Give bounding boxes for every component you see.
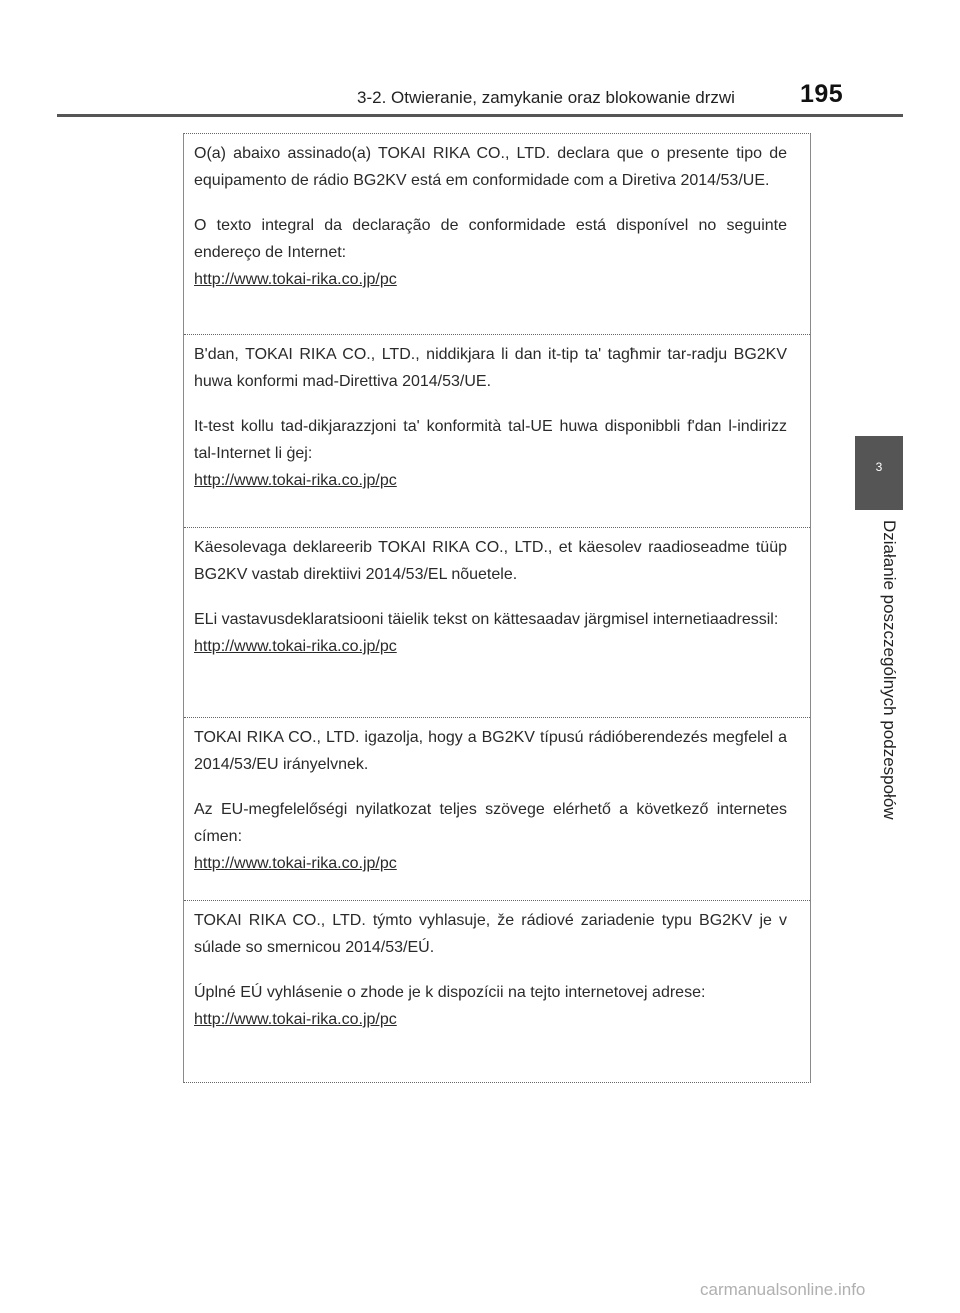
declaration-statement: TOKAI RIKA CO., LTD. igazolja, hogy a BG2KV típusú rádióberendezés megfelel a 2014/53/EU irányelvnek. <box>194 729 787 773</box>
declaration-availability: It-test kollu tad-dikjarazzjoni ta' konformità tal-UE huwa disponibbli f'dan l-indirizz tal-Internet li ġej: <box>194 418 787 462</box>
declaration-url-link[interactable]: http://www.tokai-rika.co.jp/pc <box>194 271 397 288</box>
declaration-url-link[interactable]: http://www.tokai-rika.co.jp/pc <box>194 472 397 489</box>
declaration-availability: ELi vastavusdeklaratsiooni täielik tekst on kättesaadav järgmisel internetiaadressil: <box>194 611 779 628</box>
declaration-statement: TOKAI RIKA CO., LTD. týmto vyhlasuje, že rádiové zariadenie typu BG2KV je v súlade so smernicou 2014/53/EÚ. <box>194 912 787 956</box>
declarations-table <box>183 133 811 1083</box>
declaration-estonian <box>184 527 810 717</box>
declaration-statement: B'dan, TOKAI RIKA CO., LTD., niddikjara li dan it-tip ta' tagħmir tar-radju BG2KV huwa konformi mad-Direttiva 2014/53/UE. <box>194 346 787 390</box>
declaration-url-link[interactable]: http://www.tokai-rika.co.jp/pc <box>194 855 397 872</box>
declaration-availability: Az EU-megfelelőségi nyilatkozat teljes szövege elérhető a következő internetes címen: <box>194 801 787 845</box>
chapter-label: Działanie poszczególnych podzespołów <box>880 520 899 820</box>
declaration-slovak <box>184 900 810 1082</box>
declaration-hungarian <box>184 717 810 900</box>
declaration-availability: O texto integral da declaração de conformidade está disponível no seguinte endereço de Internet: <box>194 217 787 261</box>
page-number: 195 <box>800 80 844 108</box>
chapter-number: 3 <box>875 460 883 474</box>
declaration-maltese <box>184 334 810 527</box>
page-header <box>0 0 960 118</box>
chapter-tab <box>855 436 903 510</box>
declaration-statement: O(a) abaixo assinado(a) TOKAI RIKA CO., LTD. declara que o presente tipo de equipamento de rádio BG2KV está em conformidade com a Diretiva 2014/53/UE. <box>194 145 787 189</box>
declaration-statement: Käesolevaga deklareerib TOKAI RIKA CO., LTD., et käesolev raadioseadme tüüp BG2KV vastab direktiivi 2014/53/EL nõuetele. <box>194 539 787 583</box>
declaration-availability: Úplné EÚ vyhlásenie o zhode je k dispozícii na tejto internetovej adrese: <box>194 984 706 1001</box>
declaration-url-link[interactable]: http://www.tokai-rika.co.jp/pc <box>194 1011 397 1028</box>
section-title: 3-2. Otwieranie, zamykanie oraz blokowanie drzwi <box>357 88 735 107</box>
watermark-text: carmanualsonline.info <box>700 1280 866 1299</box>
header-divider <box>57 114 903 117</box>
declaration-url-link[interactable]: http://www.tokai-rika.co.jp/pc <box>194 638 397 655</box>
declaration-portuguese <box>184 134 810 334</box>
